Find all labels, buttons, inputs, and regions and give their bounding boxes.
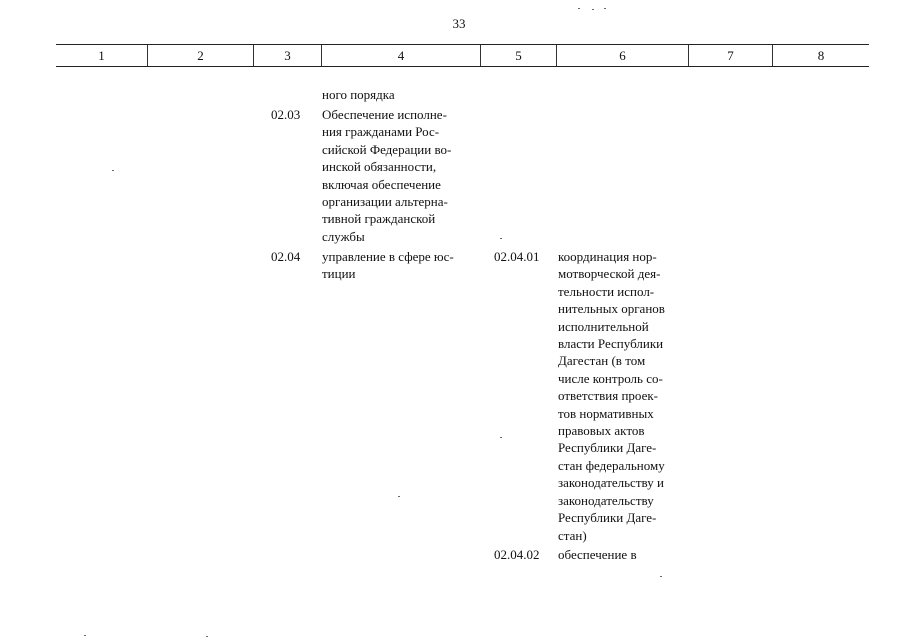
row-code-02-04: 02.04 xyxy=(271,249,301,264)
subrow-code-02-04-02: 02.04.02 xyxy=(494,547,540,562)
text-line: тиции xyxy=(322,266,356,282)
scan-speck xyxy=(206,636,208,637)
text-line: Обеспечение исполне- xyxy=(322,107,447,122)
row-continuation-text xyxy=(322,86,395,103)
text-line: стан) xyxy=(558,527,587,543)
text-line: управление в сфере юс- xyxy=(322,249,454,264)
scan-speck xyxy=(500,238,502,239)
text-line: службы xyxy=(322,228,365,244)
row-code-02-03: 02.03 xyxy=(271,107,301,122)
text-line: законодательству и xyxy=(558,475,664,491)
header-col-7: 7 xyxy=(688,45,772,66)
text-line: включая обеспечение xyxy=(322,176,441,192)
header-col-4: 4 xyxy=(321,45,480,66)
header-col-6: 6 xyxy=(556,45,688,66)
row-text-02-03 xyxy=(322,106,451,245)
text-line: правовых актов xyxy=(558,423,645,439)
header-col-8: 8 xyxy=(772,45,869,66)
text-line: тельности испол- xyxy=(558,283,655,299)
header-col-1: 1 xyxy=(98,48,105,63)
scan-speck xyxy=(84,635,86,636)
scan-speck xyxy=(500,437,502,438)
text-line: законодательству xyxy=(558,492,654,508)
header-col-2: 2 xyxy=(147,45,253,66)
subrow-text-02-04-01 xyxy=(558,248,665,544)
text-line: Дагестан (в том xyxy=(558,353,646,369)
text-line: исполнительной xyxy=(558,318,649,334)
text-line: координация нор- xyxy=(558,249,657,264)
scan-speck xyxy=(660,576,662,577)
text-line: ного порядка xyxy=(322,87,395,102)
subrow-code-02-04-01: 02.04.01 xyxy=(494,249,540,264)
text-line: стан федеральному xyxy=(558,457,665,473)
text-line: Республики Даге- xyxy=(558,510,657,526)
text-line: ответствия проек- xyxy=(558,388,658,404)
page-number: 33 xyxy=(452,16,466,31)
text-line: числе контроль со- xyxy=(558,370,663,386)
scan-speck xyxy=(578,8,580,9)
scan-speck xyxy=(398,496,400,497)
text-line: организации альтерна- xyxy=(322,194,448,210)
text-line: Республики Даге- xyxy=(558,440,657,456)
table-header xyxy=(56,44,869,67)
header-col-3: 3 xyxy=(253,45,321,66)
text-line: инской обязанности, xyxy=(322,159,437,175)
scan-speck xyxy=(112,170,114,171)
text-line: тивной гражданской xyxy=(322,211,436,227)
header-col-5: 5 xyxy=(480,45,556,66)
text-line: нительных органов xyxy=(558,301,665,317)
text-line: мотворческой дея- xyxy=(558,266,661,282)
text-line: тов нормативных xyxy=(558,405,654,421)
row-text-02-04 xyxy=(322,248,454,283)
text-line: сийской Федерации во- xyxy=(322,141,452,157)
subrow-text-02-04-02 xyxy=(558,546,637,563)
text-line: ния гражданами Рос- xyxy=(322,124,440,140)
text-line: обеспечение в xyxy=(558,547,637,562)
text-line: власти Республики xyxy=(558,336,664,352)
scan-speck xyxy=(592,9,594,10)
scan-speck xyxy=(604,8,606,9)
